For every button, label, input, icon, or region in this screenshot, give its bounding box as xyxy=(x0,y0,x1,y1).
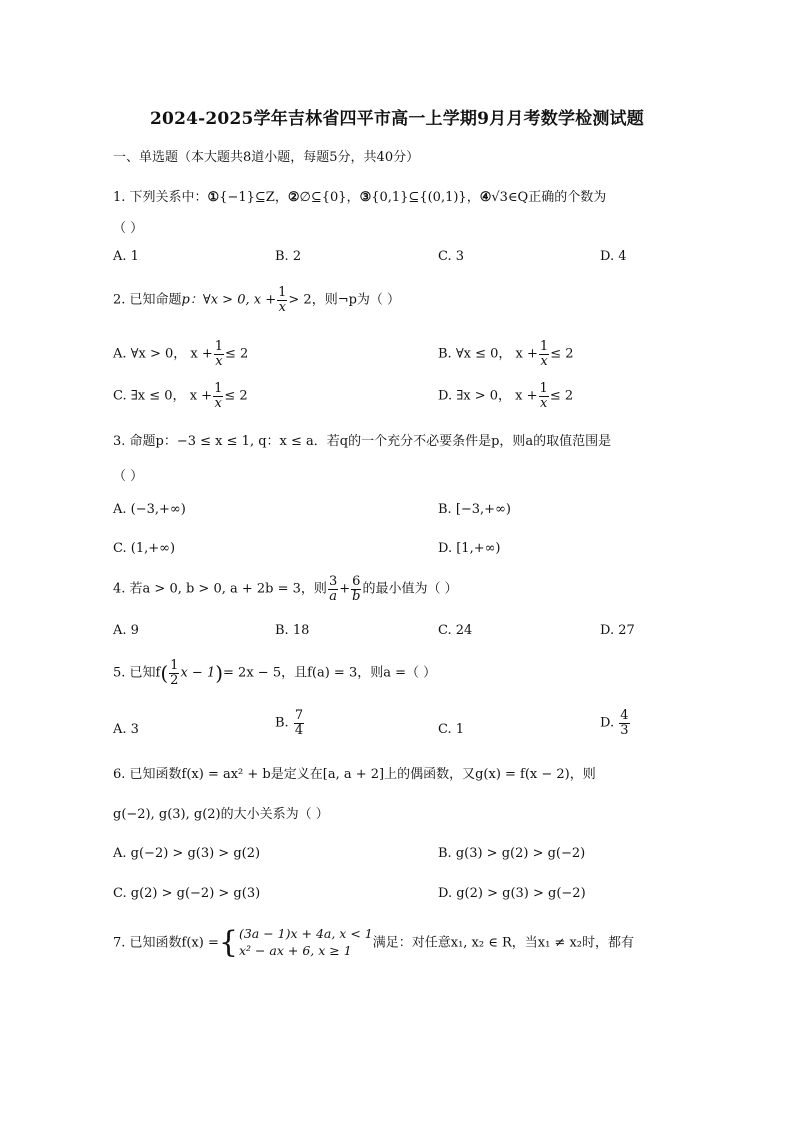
question-1-option-b: B. 2 xyxy=(275,249,302,264)
question-6-option-c: C. g(2) > g(−2) > g(3) xyxy=(113,886,261,901)
question-5-option-c: C. 1 xyxy=(438,722,465,737)
question-1-option-a: A. 1 xyxy=(113,249,139,264)
question-4-option-c: C. 24 xyxy=(438,623,473,638)
question-4-option-b: B. 18 xyxy=(275,623,310,638)
question-5-stem: 5. 已知f( $\frac{1}{2}$ x − 1)= 2x − 5，且f(a) = 3，则a =（ ） xyxy=(113,658,437,688)
question-2-stem: 2. 已知命题p：∀x > 0, x + $\frac{1}{x}$ > 2，则¬p为（ ） xyxy=(113,285,401,315)
question-3-paren: （ ） xyxy=(113,469,144,484)
question-6-option-d: D. g(2) > g(3) > g(−2) xyxy=(438,886,586,901)
question-4-stem: 4. 若a > 0, b > 0, a + 2b = 3，则 $\frac{3}{a}$ + $\frac{6}{b}$ 的最小值为（ ） xyxy=(113,574,458,604)
question-2-option-c: C. ∃x ≤ 0， x + $\frac{1}{x}$ ≤ 2 xyxy=(113,381,248,411)
section-heading: 一、单选题（本大题共8道小题，每题5分，共40分） xyxy=(113,150,420,165)
question-7-stem: 7. 已知函数f(x) ={ (3a − 1)x + 4a, x < 1 x² − ax + 6, x ≥ 1 满足：对任意x₁, x₂ ∈ R，当x₁ ≠ x₂时，都有 xyxy=(113,924,635,960)
fraction: $\frac{1}{x}$ xyxy=(278,285,287,315)
piecewise-cases: (3a − 1)x + 4a, x < 1 x² − ax + 6, x ≥ 1 xyxy=(238,926,373,958)
question-2-option-a: A. ∀x > 0， x + $\frac{1}{x}$ ≤ 2 xyxy=(113,339,249,369)
question-6-option-b: B. g(3) > g(2) > g(−2) xyxy=(438,846,586,861)
question-3-option-b: B. [−3,+∞) xyxy=(438,502,511,517)
question-2-option-b: B. ∀x ≤ 0， x + $\frac{1}{x}$ ≤ 2 xyxy=(438,339,574,369)
question-3-stem: 3. 命题p：−3 ≤ x ≤ 1, q：x ≤ a．若q的一个充分不必要条件是p，则a的取值范围是 xyxy=(113,434,612,449)
question-2-option-d: D. ∃x > 0， x + $\frac{1}{x}$ ≤ 2 xyxy=(438,381,574,411)
question-5-option-b: B. $\frac{7}{4}$ xyxy=(275,708,304,738)
question-5-option-d: D. $\frac{4}{3}$ xyxy=(600,708,629,738)
question-3-option-a: A. (−3,+∞) xyxy=(113,502,186,517)
question-1-option-d: D. 4 xyxy=(600,249,627,264)
question-3-option-c: C. (1,+∞) xyxy=(113,541,176,556)
question-4-option-a: A. 9 xyxy=(113,623,139,638)
question-1-option-c: C. 3 xyxy=(438,249,465,264)
question-6-stem-line2: g(−2), g(3), g(2)的大小关系为（ ） xyxy=(113,807,329,822)
question-6-stem-line1: 6. 已知函数f(x) = ax² + b是定义在[a, a + 2]上的偶函数，又g(x) = f(x − 2)，则 xyxy=(113,767,596,782)
question-6-option-a: A. g(−2) > g(3) > g(2) xyxy=(113,846,261,861)
page-title: 2024-2025学年吉林省四平市高一上学期9月月考数学检测试题 xyxy=(150,109,644,129)
question-4-option-d: D. 27 xyxy=(600,623,635,638)
question-1-stem: 1. 下列关系中：①{−1}⊆Z，②∅⊆{0}，③{0,1}⊆{(0,1)}，④√3∈Q正确的个数为 xyxy=(113,190,607,205)
piecewise-brace: { xyxy=(218,924,238,960)
question-3-option-d: D. [1,+∞) xyxy=(438,541,501,556)
question-1-paren: （ ） xyxy=(113,221,144,236)
question-5-option-a: A. 3 xyxy=(113,722,139,737)
